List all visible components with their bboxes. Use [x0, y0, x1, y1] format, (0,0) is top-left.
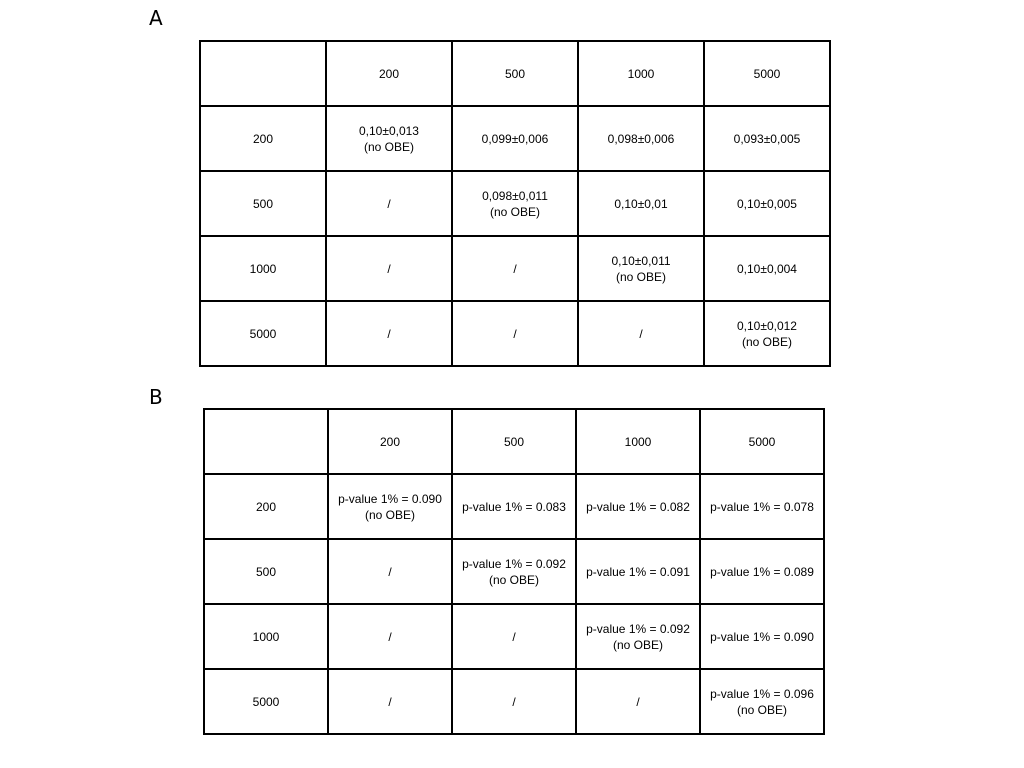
column-header: 1000 — [578, 41, 704, 106]
cell-value: / — [387, 261, 391, 276]
table-row — [200, 301, 830, 366]
table-cell — [328, 669, 452, 734]
cell-value: p-value 1% = 0.083 — [462, 499, 566, 514]
cell-value: 0,10±0,011 — [611, 253, 671, 268]
table-cell — [326, 301, 452, 366]
cell-note: (no OBE) — [736, 702, 787, 717]
cell-value: 0,10±0,012 — [737, 318, 797, 333]
header-row — [204, 409, 824, 474]
cell-value: / — [388, 694, 392, 709]
cell-value: p-value 1% = 0.082 — [586, 499, 690, 514]
cell-value: p-value 1% = 0.089 — [710, 564, 814, 579]
header-row — [200, 41, 830, 106]
table-row — [200, 171, 830, 236]
row-header: 200 — [200, 106, 326, 171]
cell-value: 0,098±0,006 — [607, 131, 675, 146]
table-cell — [452, 106, 578, 171]
corner-cell — [204, 409, 328, 474]
cell-value: p-value 1% = 0.090 — [338, 491, 442, 506]
cell-value: 0,10±0,013 — [359, 123, 419, 138]
panel-a-label: A — [149, 6, 163, 30]
table-cell — [452, 539, 576, 604]
cell-value: / — [513, 261, 517, 276]
cell-value: 0,099±0,006 — [481, 131, 549, 146]
cell-value: / — [387, 196, 391, 211]
cell-note: (no OBE) — [615, 269, 666, 284]
table-cell — [328, 604, 452, 669]
table-cell — [578, 171, 704, 236]
table-cell — [700, 669, 824, 734]
cell-value: p-value 1% = 0.092 — [586, 621, 690, 636]
table-row — [204, 539, 824, 604]
cell-value: p-value 1% = 0.078 — [710, 499, 814, 514]
table-cell — [704, 236, 830, 301]
cell-value: p-value 1% = 0.096 — [710, 686, 814, 701]
column-header: 500 — [452, 41, 578, 106]
column-header: 1000 — [576, 409, 700, 474]
cell-value: 0,10±0,004 — [737, 261, 797, 276]
table-cell — [452, 604, 576, 669]
table-cell — [700, 539, 824, 604]
table-cell — [578, 236, 704, 301]
cell-value: 0,098±0,011 — [482, 188, 548, 203]
row-header: 500 — [204, 539, 328, 604]
table-cell — [576, 669, 700, 734]
row-header: 1000 — [200, 236, 326, 301]
cell-value: / — [639, 326, 643, 341]
column-header: 5000 — [700, 409, 824, 474]
table-row — [200, 236, 830, 301]
table-cell — [328, 474, 452, 539]
table-cell — [576, 539, 700, 604]
cell-value: p-value 1% = 0.091 — [586, 564, 690, 579]
cell-value: p-value 1% = 0.092 — [462, 556, 566, 571]
table-b — [203, 408, 825, 735]
table-cell — [452, 301, 578, 366]
cell-value: 0,093±0,005 — [733, 131, 801, 146]
table-cell — [576, 474, 700, 539]
cell-note: (no OBE) — [612, 637, 663, 652]
cell-value: / — [512, 694, 516, 709]
table-cell — [452, 474, 576, 539]
table-cell — [326, 106, 452, 171]
cell-note: (no OBE) — [741, 334, 792, 349]
cell-value: / — [636, 694, 640, 709]
column-header: 200 — [328, 409, 452, 474]
table-cell — [578, 301, 704, 366]
cell-note: (no OBE) — [488, 572, 539, 587]
panel-b-label: B — [149, 385, 163, 409]
cell-note: (no OBE) — [363, 139, 414, 154]
table-cell — [326, 236, 452, 301]
table-cell — [578, 106, 704, 171]
table-cell — [452, 669, 576, 734]
table-row — [204, 474, 824, 539]
table-cell — [704, 106, 830, 171]
column-header: 500 — [452, 409, 576, 474]
table-cell — [704, 301, 830, 366]
table-row — [204, 669, 824, 734]
table-cell — [576, 604, 700, 669]
cell-value: p-value 1% = 0.090 — [710, 629, 814, 644]
row-header: 5000 — [200, 301, 326, 366]
table-row — [200, 106, 830, 171]
cell-value: / — [513, 326, 517, 341]
corner-cell — [200, 41, 326, 106]
cell-value: / — [387, 326, 391, 341]
cell-note: (no OBE) — [489, 204, 540, 219]
cell-value: / — [388, 564, 392, 579]
table-cell — [452, 236, 578, 301]
table-cell — [452, 171, 578, 236]
row-header: 1000 — [204, 604, 328, 669]
row-header: 5000 — [204, 669, 328, 734]
row-header: 200 — [204, 474, 328, 539]
cell-value: / — [388, 629, 392, 644]
cell-note: (no OBE) — [364, 507, 415, 522]
table-a — [199, 40, 831, 367]
column-header: 200 — [326, 41, 452, 106]
table-cell — [700, 474, 824, 539]
table-cell — [704, 171, 830, 236]
cell-value: 0,10±0,01 — [614, 196, 668, 211]
column-header: 5000 — [704, 41, 830, 106]
table-cell — [328, 539, 452, 604]
row-header: 500 — [200, 171, 326, 236]
cell-value: 0,10±0,005 — [737, 196, 797, 211]
table-row — [204, 604, 824, 669]
table-cell — [326, 171, 452, 236]
cell-value: / — [512, 629, 516, 644]
table-cell — [700, 604, 824, 669]
